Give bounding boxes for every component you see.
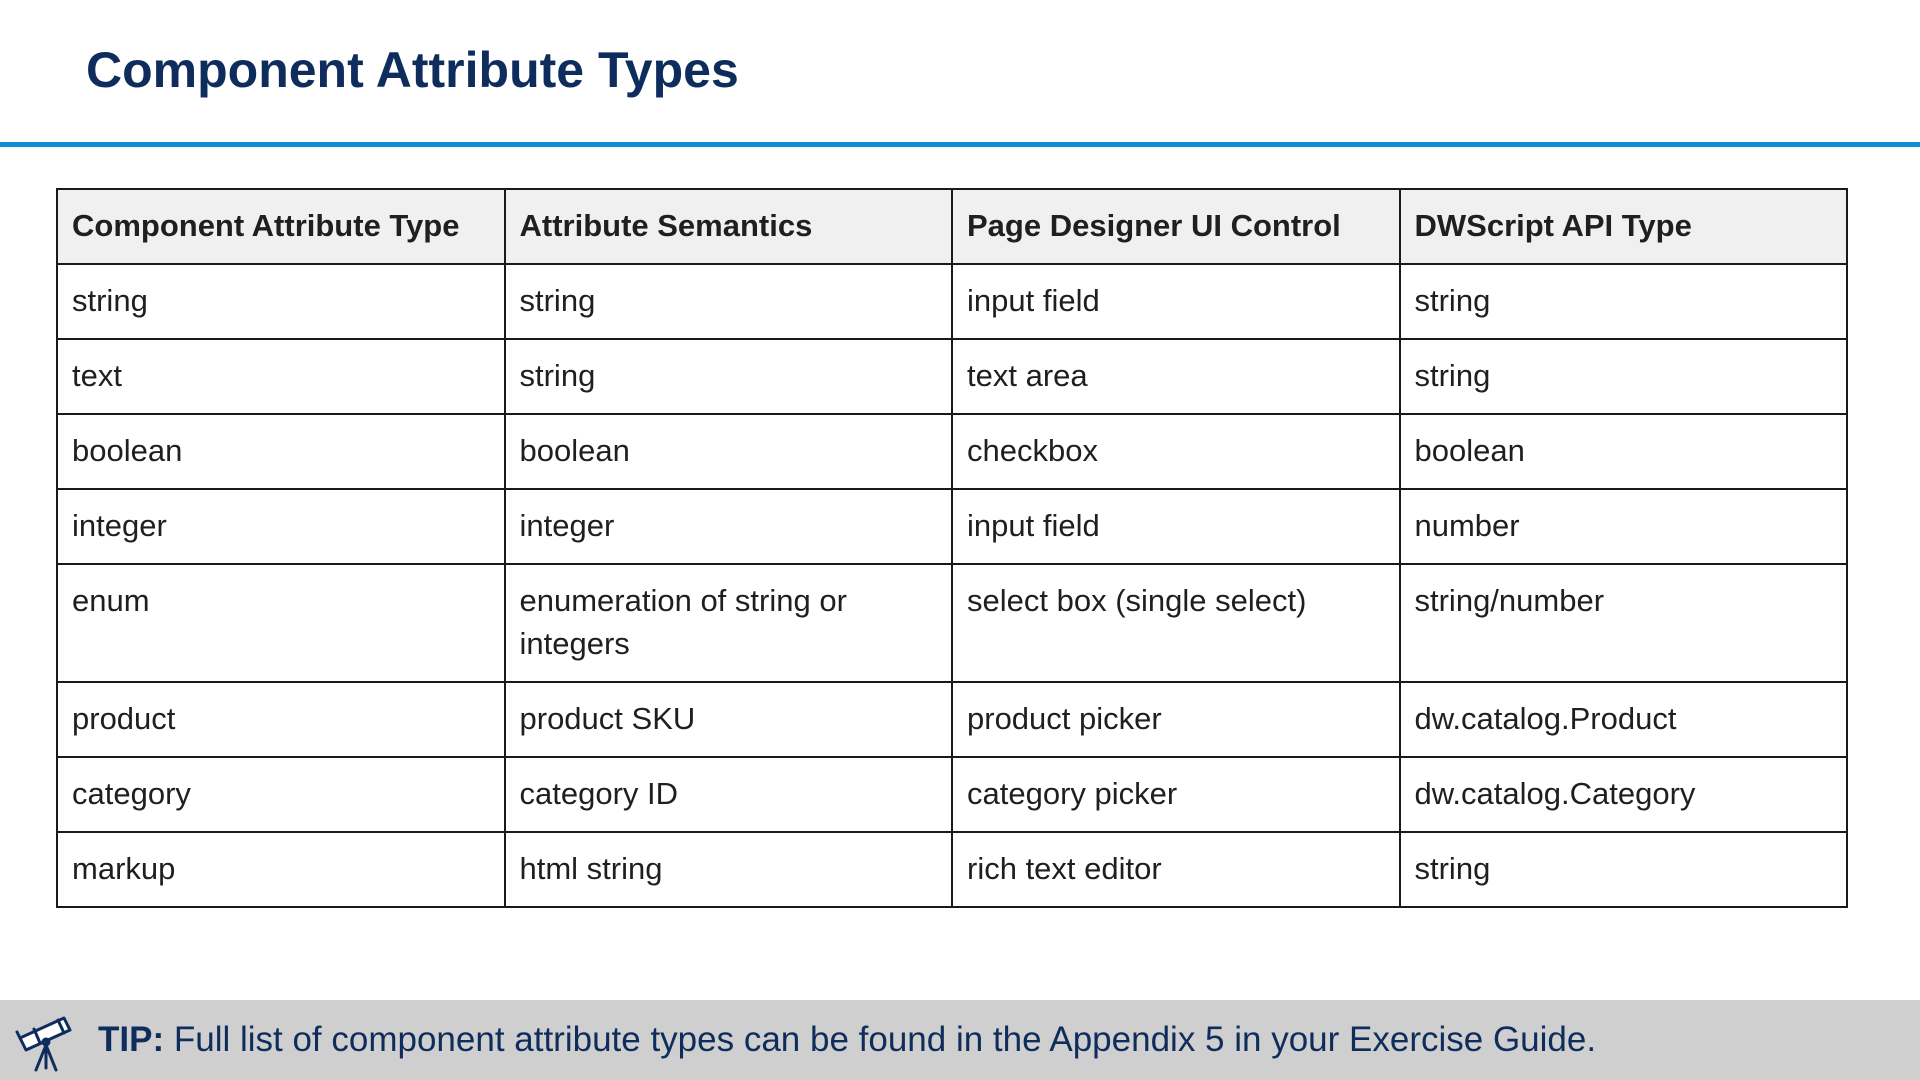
tip-body: Full list of component attribute types can be found in the Appendix 5 in your Exercise Guide. <box>173 1020 1597 1059</box>
table-cell: boolean <box>505 414 953 489</box>
table-cell: checkbox <box>952 414 1400 489</box>
attribute-types-table <box>56 188 1848 908</box>
table-cell: string <box>1400 339 1848 414</box>
table-cell: integer <box>505 489 953 564</box>
table-cell: input field <box>952 489 1400 564</box>
table-cell: string/number <box>1400 564 1848 682</box>
table-cell: html string <box>505 832 953 907</box>
table-row <box>57 757 1847 832</box>
tip-label: TIP: <box>98 1020 165 1059</box>
table-cell: boolean <box>57 414 505 489</box>
title-divider <box>0 142 1920 147</box>
table-row <box>57 832 1847 907</box>
column-header: DWScript API Type <box>1400 189 1848 264</box>
table-row <box>57 264 1847 339</box>
table-cell: text <box>57 339 505 414</box>
table-row <box>57 489 1847 564</box>
table-cell: dw.catalog.Category <box>1400 757 1848 832</box>
table-cell: input field <box>952 264 1400 339</box>
table-cell: rich text editor <box>952 832 1400 907</box>
table-row <box>57 414 1847 489</box>
table-cell: string <box>505 339 953 414</box>
table-cell: boolean <box>1400 414 1848 489</box>
table-header-row <box>57 189 1847 264</box>
table-cell: number <box>1400 489 1848 564</box>
column-header: Attribute Semantics <box>505 189 953 264</box>
table-cell: string <box>505 264 953 339</box>
table-cell: product <box>57 682 505 757</box>
table-cell: enumeration of string or integers <box>505 564 953 682</box>
tip-message <box>98 1016 1596 1064</box>
table-cell: markup <box>57 832 505 907</box>
table-row <box>57 564 1847 682</box>
table-cell: category <box>57 757 505 832</box>
telescope-icon <box>14 1008 78 1072</box>
table-cell: product SKU <box>505 682 953 757</box>
table-cell: string <box>1400 832 1848 907</box>
table-cell: enum <box>57 564 505 682</box>
table-cell: category ID <box>505 757 953 832</box>
table-row <box>57 682 1847 757</box>
page-title: Component Attribute Types <box>86 42 739 98</box>
table-cell: text area <box>952 339 1400 414</box>
column-header: Component Attribute Type <box>57 189 505 264</box>
table-cell: string <box>1400 264 1848 339</box>
table-cell: category picker <box>952 757 1400 832</box>
table-cell: product picker <box>952 682 1400 757</box>
table-row <box>57 339 1847 414</box>
table-cell: dw.catalog.Product <box>1400 682 1848 757</box>
tip-banner <box>0 1000 1920 1080</box>
table-cell: string <box>57 264 505 339</box>
column-header: Page Designer UI Control <box>952 189 1400 264</box>
table-cell: integer <box>57 489 505 564</box>
table-cell: select box (single select) <box>952 564 1400 682</box>
